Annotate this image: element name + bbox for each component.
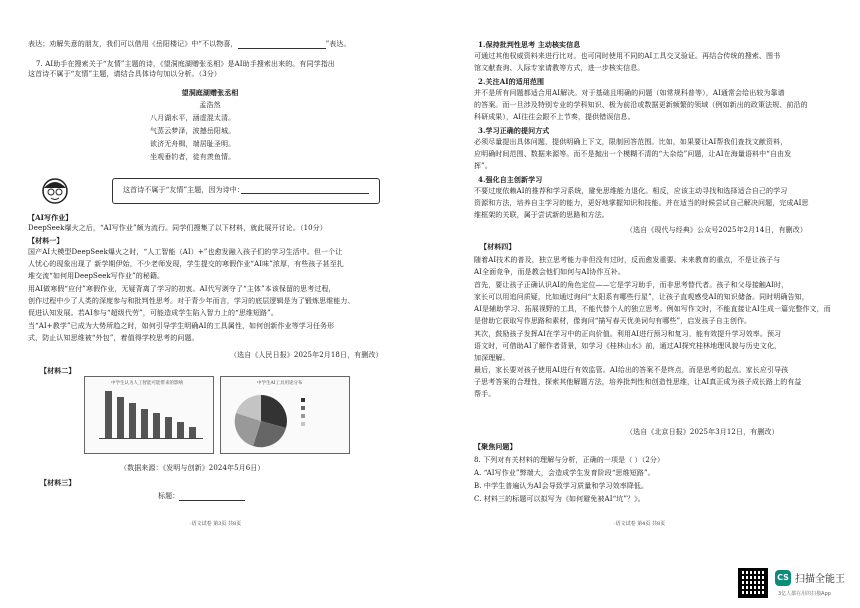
option-c[interactable]: C. 材料三的标题可以拟写为《如何避免被AI“坑”？》。 xyxy=(474,495,645,503)
section-head: 【AI写作业】 xyxy=(28,213,73,222)
material-1-line: 创作过程中少了人类的深度参与和批判性思考。对于青少年而言，学习的底层逻辑是为了锻炼思维能力、 xyxy=(28,297,355,305)
scanner-tagline: 3亿人都在用的扫描App xyxy=(778,591,831,597)
legend-item xyxy=(301,397,307,402)
intro-text: DeepSeek爆火之后，“AI写作业”颇为流行。同学们搜集了以下材料，就此展开讨论。（10分） xyxy=(28,224,327,232)
chart-title: 中学生AI工具用途分布 xyxy=(257,381,303,386)
qr-code-icon xyxy=(738,568,768,598)
poem-line: 八月湖水平，涵虚混太清。 xyxy=(150,114,236,122)
page-footer: ·语文试卷 第4页 共8页 xyxy=(614,521,666,527)
subheading: 4.强化自主创新学习 xyxy=(478,175,543,184)
paragraph-line: 挥”。 xyxy=(474,162,492,170)
x-axis xyxy=(99,438,203,439)
question-8: 8. 下列对有关材料的理解与分析，正确的一项是（ ）（2分） xyxy=(474,456,665,464)
answer-blank[interactable] xyxy=(238,42,326,49)
paragraph-line: 不要过度依赖AI的推荐和学习系统，避免思维能力退化。相反，应该主动寻找和选择适合自己的学习 xyxy=(474,187,788,195)
material-1-line: 式，防止认知思维被“外包”，着值得学校思考的问题。 xyxy=(28,334,199,342)
paragraph-line: 资源和方法，培养自主学习的能力，更好地掌握知识和技能。并在适当的时候尝试自己解决问题，完成AI思 xyxy=(474,199,809,207)
paragraph-line: 可通过其他权威资料来进行比对。也可同时使用不同的AI工具交叉验证。再结合传统的搜索、图书 xyxy=(474,52,781,60)
material-1-line: 堆交流“如何用DeepSeek写作业”的秘籍。 xyxy=(28,272,165,280)
title-blank[interactable] xyxy=(179,494,245,501)
subheading: 2.关注AI的适用范围 xyxy=(478,77,545,86)
material-1-line: 用AI做寒假“应付”寒假作业，无疑背离了学习的初衷。AI代写剥夺了“主体”本该保留的思考过程， xyxy=(28,285,336,293)
material-1-head: 【材料一】 xyxy=(28,236,64,245)
bar xyxy=(117,397,124,439)
material-4-head: 【材料四】 xyxy=(480,242,516,251)
text-line: 表达；劝解失意的朋友，我们可以借用《岳阳楼记》中“不以物喜， ”表达。 xyxy=(28,40,351,48)
bar-chart xyxy=(84,376,214,454)
legend-item xyxy=(301,421,307,426)
camscanner-logo: CS xyxy=(775,570,791,586)
material-1-line: 促进认知发展。若AI参与“超级代劳”，可能造成学生陷入智力上的“思维短路”。 xyxy=(28,309,278,317)
pie-chart xyxy=(220,376,350,454)
paragraph-line: 的答案。而一旦涉及特别专业的学科知识、极为前沿或数据更新频繁的领域（例如新出的政策法规、前沿的 xyxy=(474,101,808,109)
material-1-line: 当“AI+教学”已成为大势所趋之时，如何引导学生明确AI的工具属性，如何创新作业等学习任务形 xyxy=(28,322,335,330)
poem-title: 望洞庭湖赠张丞相 xyxy=(181,88,239,97)
source-citation: （选自《现代与经典》公众号2025年2月14日，有删改） xyxy=(626,226,807,234)
question-7: 7. AI助手在搜索关于“友情”主题的诗，《望洞庭湖赠张丞相》是AI助手搜索出来的。有同学指出 xyxy=(36,60,335,68)
page-footer: ·语文试卷 第3页 共8页 xyxy=(190,521,242,527)
paragraph-line: AI全面竞争，而是教会他们如何与AI协作互补。 xyxy=(474,268,625,276)
source-citation: （选自《人民日报》2025年2月18日，有删改） xyxy=(230,351,383,359)
poem-line: 气蒸云梦泽，波撼岳阳城。 xyxy=(150,127,236,135)
paragraph-line: 必须尽量提出具体问题，提供明确上下文，限制回答范围。比如，如果要让AI帮我们查找文献资料， xyxy=(474,138,788,146)
answer-box-prompt: 这首诗不属于“友情”主题，因为诗中： xyxy=(123,186,244,194)
pie xyxy=(231,391,291,451)
title-field: 标题： xyxy=(158,492,245,501)
scanner-app-name: 扫描全能王 xyxy=(795,574,845,585)
bar xyxy=(177,422,184,439)
paragraph-line: 首先，要让孩子正确认识AI的角色定位——它是学习助手，而非思考替代者。孩子和父母接触AI时， xyxy=(474,281,789,289)
option-a[interactable]: A. “AI写作业”弊端大，会造成学生发育阶段“思维短路”。 xyxy=(474,469,655,477)
answer-line xyxy=(241,193,369,194)
poem-line: 坐观垂钓者，徒有羡鱼情。 xyxy=(150,153,236,161)
paragraph-line: 其次，鼓励孩子发挥AI在学习中的正向价值。利用AI进行预习和复习，能有效提升学习效率。预习 xyxy=(474,330,782,338)
right-page xyxy=(430,0,860,608)
material-1-line: 国产AI大模型DeepSeek爆火之时，“人工智能（AI）+”也愈发融入孩子们的学习生活中。但一个让 xyxy=(28,248,343,256)
legend-item xyxy=(301,413,307,418)
subheading: 3.学习正确的提问方式 xyxy=(478,126,550,135)
paragraph-line: 帮手。 xyxy=(474,390,496,398)
subheading: 1.保持批判性思考 主动核实信息 xyxy=(478,40,581,49)
option-b[interactable]: B. 中学生普遍认为AI会导致学习质量和学习效率降低。 xyxy=(474,482,649,490)
material-3-head: 【材料三】 xyxy=(40,478,76,487)
paragraph-line: 维框架的关联，属于尝试新的思路和方法。 xyxy=(474,211,609,219)
paragraph-line: 是借助它获取写作思路和素材，像询问“描写春天优美词句有哪些”，启发孩子自主创作。 xyxy=(474,317,752,325)
paragraph-line: 加深理解。 xyxy=(474,354,510,362)
paragraph-line: 并不是所有问题都适合用AI解决。对于基础且明确的问题（如常规科普等），AI通常会给出较为靠谱 xyxy=(474,89,785,97)
legend-item xyxy=(301,405,307,410)
answer-box[interactable] xyxy=(112,178,380,204)
paragraph-line: 馆文献查询、人际专家请教等方式，进一步核实信息。 xyxy=(474,64,645,72)
material-2-head: 【材料二】 xyxy=(40,366,76,375)
bar xyxy=(141,409,148,439)
paragraph-line: 最后，家长要对孩子使用AI进行有效监管。AI给出的答案不是终点，而是思考的起点。家长应引导孩 xyxy=(474,366,789,374)
poem-author: 孟浩然 xyxy=(199,101,221,109)
paragraph-line: 家长可以用追问质疑，比如通过询问“太阳系有哪些行星”，让孩子直观感受AI的知识储备。同时明确告知， xyxy=(474,293,809,301)
paragraph-line: 随着AI技术的普及，独立思考能力非但没有过时，反而愈发重要。未来教育的重点，不是让孩子与 xyxy=(474,256,781,264)
focus-head: 【聚焦问题】 xyxy=(474,442,517,451)
bar xyxy=(105,391,112,439)
paragraph-line: AI是辅助学习、拓展视野的工具，不能代替个人的独立思考。例如写作文时，不能直接让AI生成一篇完整作文，而 xyxy=(474,305,831,313)
student-cartoon-icon xyxy=(40,176,70,206)
paragraph-line: 子思考答案的合理性，探索其他解题方法，培养批判性和创造性思维，让AI真正成为孩子成长路上的有益 xyxy=(474,378,802,386)
bar xyxy=(165,417,172,439)
chart-title: 中学生认为人工智能可能带来的影响 xyxy=(111,381,183,386)
question-7-cont: 这首诗不属于“友情”主题，请结合具体诗句加以分析。（3分） xyxy=(28,70,222,78)
source-citation: （选自《北京日报》2025年3月12日，有删改） xyxy=(626,428,779,436)
bar xyxy=(129,403,136,439)
paragraph-line: 科研成果），AI往往会跟不上节奏，提供错误信息。 xyxy=(474,113,635,121)
material-1-line: 人忧心的现象出现了 新学期伊始，不少老师发现，学生提交的寒假作业“AI味”浓厚，有些孩子甚至扎 xyxy=(28,260,344,268)
paragraph-line: 应明确时间范围、数据来源等。而不是抛出一个模糊不清的“大杂烩”问题，让AI在海量语料中“自由发 xyxy=(474,150,792,158)
paragraph-line: 语文时，可借助AI了解作者背景，如学习《桂林山水》前，通过AI探究桂林地理风貌与历史文化， xyxy=(474,342,782,350)
data-source: （数据来源：《发明与创新》2024年5月6日） xyxy=(120,464,265,472)
poem-line: 欲济无舟楫，端居耻圣明。 xyxy=(150,140,236,148)
bar xyxy=(153,413,160,439)
